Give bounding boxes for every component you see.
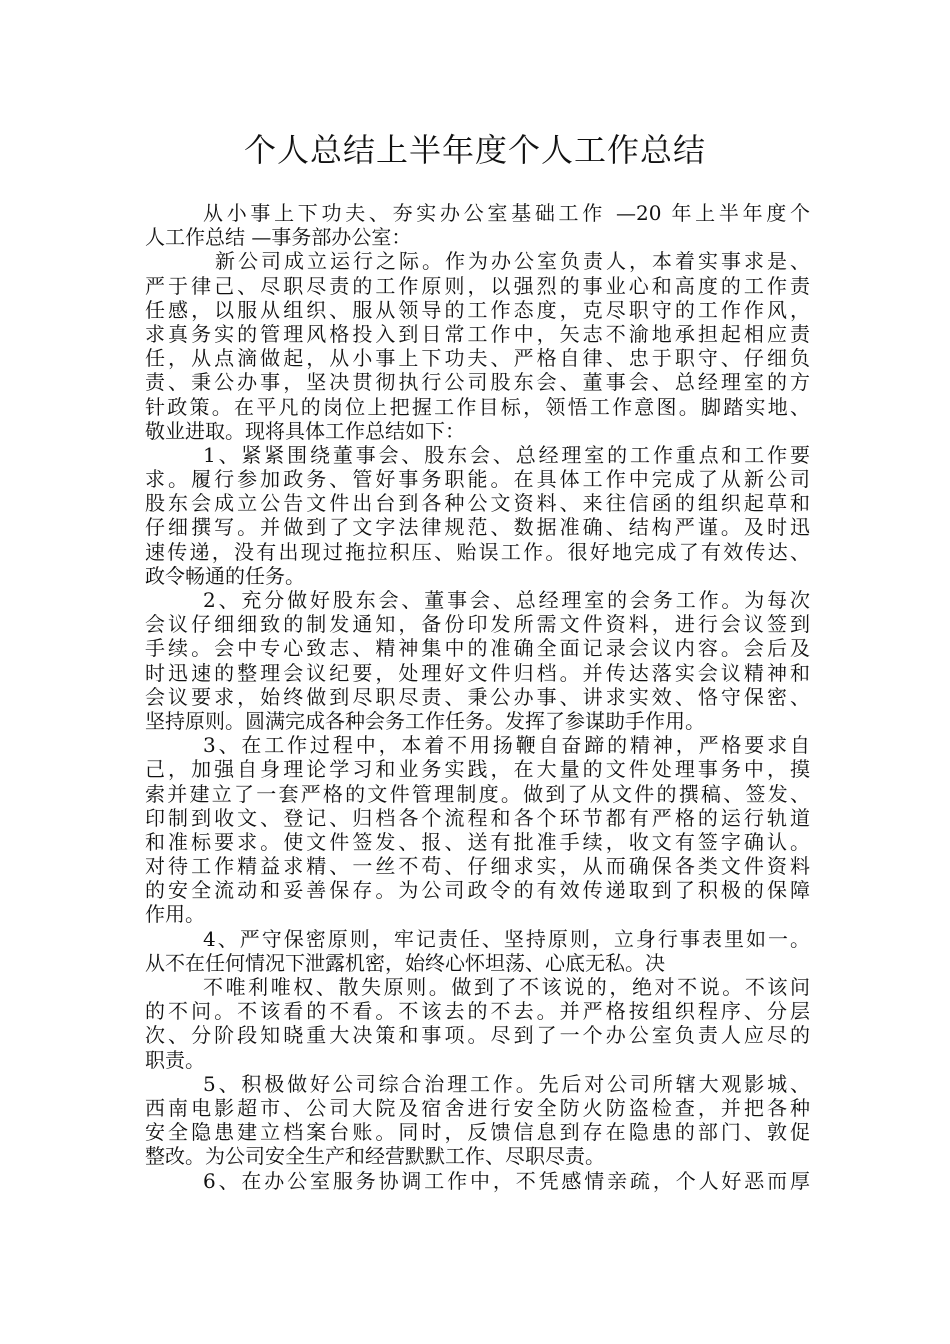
body-text-line: 仔细撰写。并做到了文字法律规范、数据准确、结构严谨。及时迅 — [145, 515, 810, 540]
body-text-line: 次、分阶段知晓重大决策和事项。尽到了一个办公室负责人应尽的 — [145, 1023, 810, 1048]
body-text-line: 求真务实的管理风格投入到日常工作中，矢志不渝地承担起相应责 — [145, 321, 810, 346]
body-text-line: 的安全流动和妥善保存。为公司政令的有效传递取到了积极的保障 — [145, 878, 810, 903]
body-text-line: 从小事上下功夫、夯实办公室基础工作 —20 年上半年度个 — [203, 201, 810, 225]
body-text-line: 任感，以服从组织、服从领导的工作态度，克尽职守的工作作风， — [145, 297, 810, 322]
body-text-line: 敬业进取。现将具体工作总结如下： — [145, 418, 465, 443]
body-text-line: 针政策。在平凡的岗位上把握工作目标，领悟工作意图。脚踏实地、 — [145, 394, 810, 419]
body-text-line: 职责。 — [145, 1047, 205, 1072]
body-text-line: 不唯利唯权、散失原则。做到了不该说的，绝对不说。不该问 — [203, 975, 810, 999]
body-text-line: 3、在工作过程中，本着不用扬鞭自奋蹄的精神，严格要求自 — [203, 733, 810, 758]
body-text-line: 股东会成立公告文件出台到各种公文资料、来往信函的组织起草和 — [145, 491, 810, 516]
body-text-line: 己，加强自身理论学习和业务实践，在大量的文件处理事务中，摸 — [145, 757, 810, 782]
body-text-line: 对待工作精益求精、一丝不苟、仔细求实，从而确保各类文件资料 — [145, 854, 810, 879]
body-text-line: 人工作总结 —事务部办公室： — [145, 225, 412, 250]
document-body — [145, 201, 810, 1193]
body-text-line: 6、在办公室服务协调工作中，不凭感情亲疏，个人好恶而厚 — [203, 1168, 810, 1193]
document-title: 个人总结上半年度个人工作总结 — [243, 131, 706, 169]
body-text-line: 会议仔细细致的制发通知，备份印发所需文件资料，进行会议签到 — [145, 612, 810, 637]
body-text-line: 责、秉公办事，坚决贯彻执行公司股东会、董事会、总经理室的方 — [145, 370, 810, 395]
body-text-line: 的不问。不该看的不看。不该去的不去。并严格按组织程序、分层 — [145, 999, 810, 1024]
body-text-line: 4、严守保密原则，牢记责任、坚持原则，立身行事表里如一。 — [203, 926, 810, 951]
body-text-line: 会议要求，始终做到尽职尽责、秉公办事、讲求实效、恪守保密、 — [145, 684, 810, 709]
body-text-line: 从不在任何情况下泄露机密，始终心怀坦荡、心底无私。决 — [145, 950, 665, 975]
body-text-line: 坚持原则。圆满完成各种会务工作任务。发挥了参谋助手作用。 — [145, 708, 705, 733]
body-text-line: 任，从点滴做起，从小事上下功夫、严格自律、忠于职守、仔细负 — [145, 346, 810, 371]
body-text-line: 索并建立了一套严格的文件管理制度。做到了从文件的撰稿、签发、 — [145, 781, 810, 806]
body-text-line: 印制到收文、登记、归档各个流程和各个环节都有严格的运行轨道 — [145, 805, 810, 830]
body-text-line: 2、充分做好股东会、董事会、总经理室的会务工作。为每次 — [203, 588, 810, 612]
body-text-line: 新公司成立运行之际。作为办公室负责人，本着实事求是、 — [215, 249, 810, 274]
body-text-line: 时迅速的整理会议纪要，处理好文件归档。并传达落实会议精神和 — [145, 660, 810, 685]
body-text-line: 1、紧紧围绕董事会、股东会、总经理室的工作重点和工作要 — [203, 442, 810, 467]
body-text-line: 作用。 — [145, 902, 205, 927]
body-text-line: 政令畅通的任务。 — [145, 563, 305, 588]
body-text-line: 西南电影超市、公司大院及宿舍进行安全防火防盗检查，并把各种 — [145, 1095, 810, 1120]
body-text-line: 求。履行参加政务、管好事务职能。在具体工作中完成了从新公司 — [145, 467, 810, 492]
body-text-line: 安全隐患建立档案台账。同时，反馈信息到存在隐患的部门、敦促 — [145, 1120, 810, 1145]
body-text-line: 速传递，没有出现过拖拉积压、贻误工作。很好地完成了有效传达、 — [145, 539, 810, 564]
body-text-line: 和准标要求。使文件签发、报、送有批准手续，收文有签字确认。 — [145, 829, 810, 854]
body-text-line: 整改。为公司安全生产和经营默默工作、尽职尽责。 — [145, 1144, 605, 1169]
body-text-line: 5、积极做好公司综合治理工作。先后对公司所辖大观影城、 — [203, 1071, 810, 1096]
body-text-line: 手续。会中专心致志、精神集中的准确全面记录会议内容。会后及 — [145, 636, 810, 661]
body-text-line: 严于律己、尽职尽责的工作原则，以强烈的事业心和高度的工作责 — [145, 273, 810, 298]
